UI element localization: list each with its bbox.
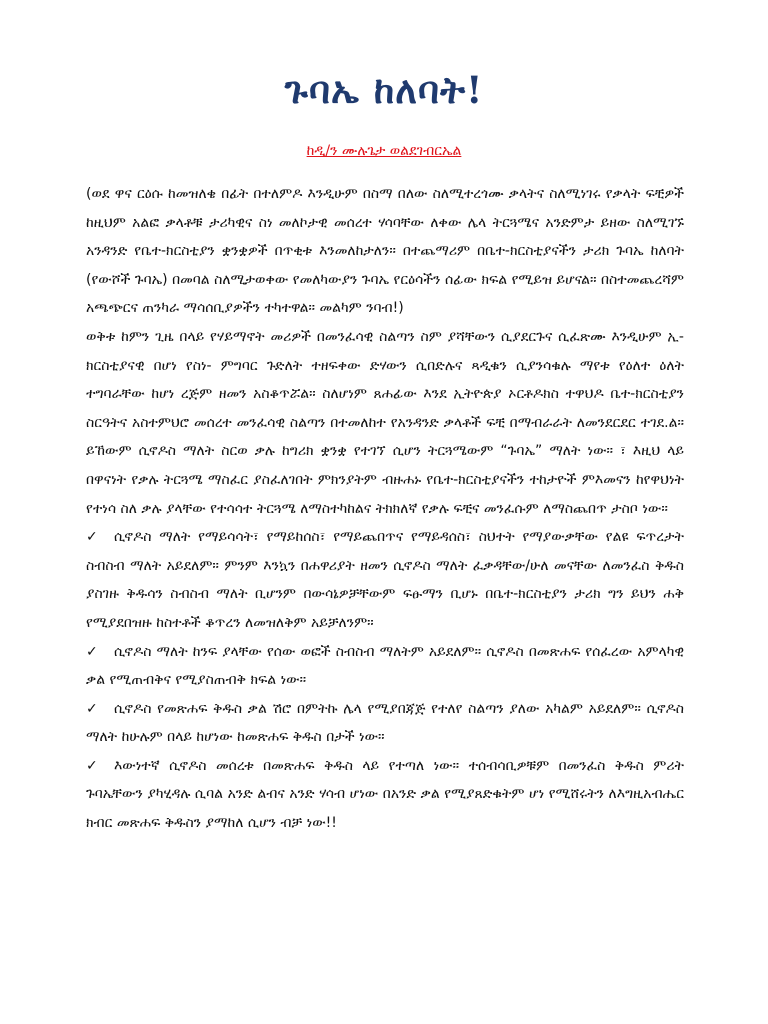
checkmark-icon: ✓ <box>86 529 98 546</box>
bullet-text: ሲኖዶስ ማለት ከንፍ ያላቸው የሰው ወፎች ስብስብ ማለትም አይደለም። ሲኖዶስ በመጽሐፍ የሰፈረው አምላካዊ ቃል የሚጠብቅና የሚያስጠብቅ ክፍል ነው። <box>86 643 684 689</box>
checkmark-icon: ✓ <box>86 643 98 660</box>
bullet-text: ሲኖዶስ የመጽሐፍ ቅዱስ ቃል ሽሮ በምትኩ ሌላ የሚያበጃጅ የተለየ ስልጣን ያለው አካልም አይደለም። ሲኖዶስ ማለት ከሁሉም በላይ ከሆነው ከመጽሐፍ ቅዱስ በታች ነው። <box>86 700 684 746</box>
bullet-text: ሲኖዶስ ማለት የማይሳሳት፣ የማይከሰስ፣ የማይጨበጥና የማይዳሰስ፣ ስህተት የማያውቃቸው የልዩ ፍጥረታት ስብስብ ማለት አይደለም። ምንም እንኳን በሐዋሪያት ዘመን ሲኖዶስ ማለት ፈቃዳቸው/ሁለ መናቸው ለመንፈስ ቅዱስ ያስገዙ ቅዱሳን ስብስብ ማለት ቢሆንም በውሳኔዎቻቸውም ፍፁማን ቢሆኑ በቤተ-ክርስቲያን ታሪክ ግን ይህን ሐቅ የሚያደበዝዙ ከስተቶች ቆጥረን ለመዝለቅም አይቻለንም። <box>86 529 684 631</box>
main-paragraph: ወቅቱ ከምን ጊዜ በላይ የሃይማኖት መሪዎች በመንፈሳዊ ስልጣን ስም ያሻቸውን ሲያደርጉና ሲፈጽሙ እንዲሁም ኢ-ክርስቲያናዊ በሆነ የስነ- ምግባር ጉድለት ተዘፍቀው ድሃውን ሲበድሉና ጻዲቁን ሲያንሳቁሉ ማየቱ የዕለተ ዕለት ተግባራቸው ከሆነ ረጅም ዘመን አስቆጥሯል። ስለሆነም ጸሐፊው እንደ ኢትዮጵያ ኦርቶዶክስ ተዋህዶ ቤተ-ክርስቲያን ስርዓትና አስተምህሮ መሰረተ መንፈሳዊ ስልጣን በተመለከተ የአንዳንድ ቃላቶች ፍቺ በማብራራት ለመንደርደር ተገደ.ል። ይኸውም ሲኖዶስ ማለት ስርወ ቃሉ ከግሪክ ቋንቋ የተገኘ ሲሆን ትርጓሜውም “ጉባኤ” ማለት ነው። ፣ እዚህ ላይ በዋናነት የቃሉ ትርጓሜ ማስፈር ያስፈለገበት ምክንያትም ብዙሐኑ የቤተ-ክርስቲያናችን ተከታዮች ምእመናን ከየዋህነት የተነሳ ስለ ቃሉ ያላቸው የተሳሳተ ትርጓሜ ለማስተካከልና ትክክለኛ የቃሉ ፍቺና መንፈሱም ለማስጨበጥ ታስቦ ነው። <box>86 328 684 517</box>
bullet-item-3 <box>86 695 684 752</box>
bullet-item-2 <box>86 638 684 695</box>
document-title: ጉባኤ ከለባት! <box>284 68 484 112</box>
checkmark-icon: ✓ <box>86 757 98 774</box>
document-body <box>86 180 684 838</box>
bullet-item-1 <box>86 523 684 637</box>
author-name: ከዲ/ን ሙሉጌታ ወልደገብርኤል <box>306 143 462 159</box>
checkmark-icon: ✓ <box>86 700 98 717</box>
bullet-text: እውነተኛ ሲኖዶስ መሰረቱ በመጽሐፍ ቅዱስ ላይ የተጣለ ነው። ተሰብሳቢዎቹም በመንፈስ ቅዱስ ምሪት ጉባኤቸውን ያካሂዳሉ ሲባል አንድ ልብና አንድ ሃሳብ ሆነው በአንድ ቃል የሚያጸድቁትም ሆነ የሚሸሩትን ለእግዚአብሔር ክብር መጽሐፍ ቅዱስን ያማከለ ሲሆን ብቻ ነው!! <box>86 757 684 832</box>
intro-paragraph: (ወደ ዋና ርዕሱ ከመዝለቄ በፊት በተለምዶ እንዲሁም በስማ በለው ስለሚተረጎሙ ቃላትና ስለሚነገሩ የቃላት ፍቺዎች ከዚህም አልፎ ቃላቶቹ ታሪካዊና ስነ መለኮታዊ መሰረተ ሃሳባቸው ለቀው ሌላ ትርጓሜና አንድምታ ይዘው ስለሚገኙ አንዳንድ የቤተ-ክርስቲያን ቋንቋዎች በጥቂቱ እንመለከታለን። በተጨማሪም በቤተ-ክርስቲያናችን ታሪክ ጉባኤ ከለባት (የውሾች ጉባኤ) በመባል ስለሚታወቀው የመለካውያን ጉባኤ የርዕሳችን ሰፊው ክፍል የሚይዝ ይሆናል። በስተመጨረሻም አጫጭርና ጠንካራ ማሳሰቢያዎችን ተካተዋል። መልካም ንባብ!) <box>86 186 684 317</box>
author-line <box>0 141 768 161</box>
bullet-item-4 <box>86 752 684 838</box>
